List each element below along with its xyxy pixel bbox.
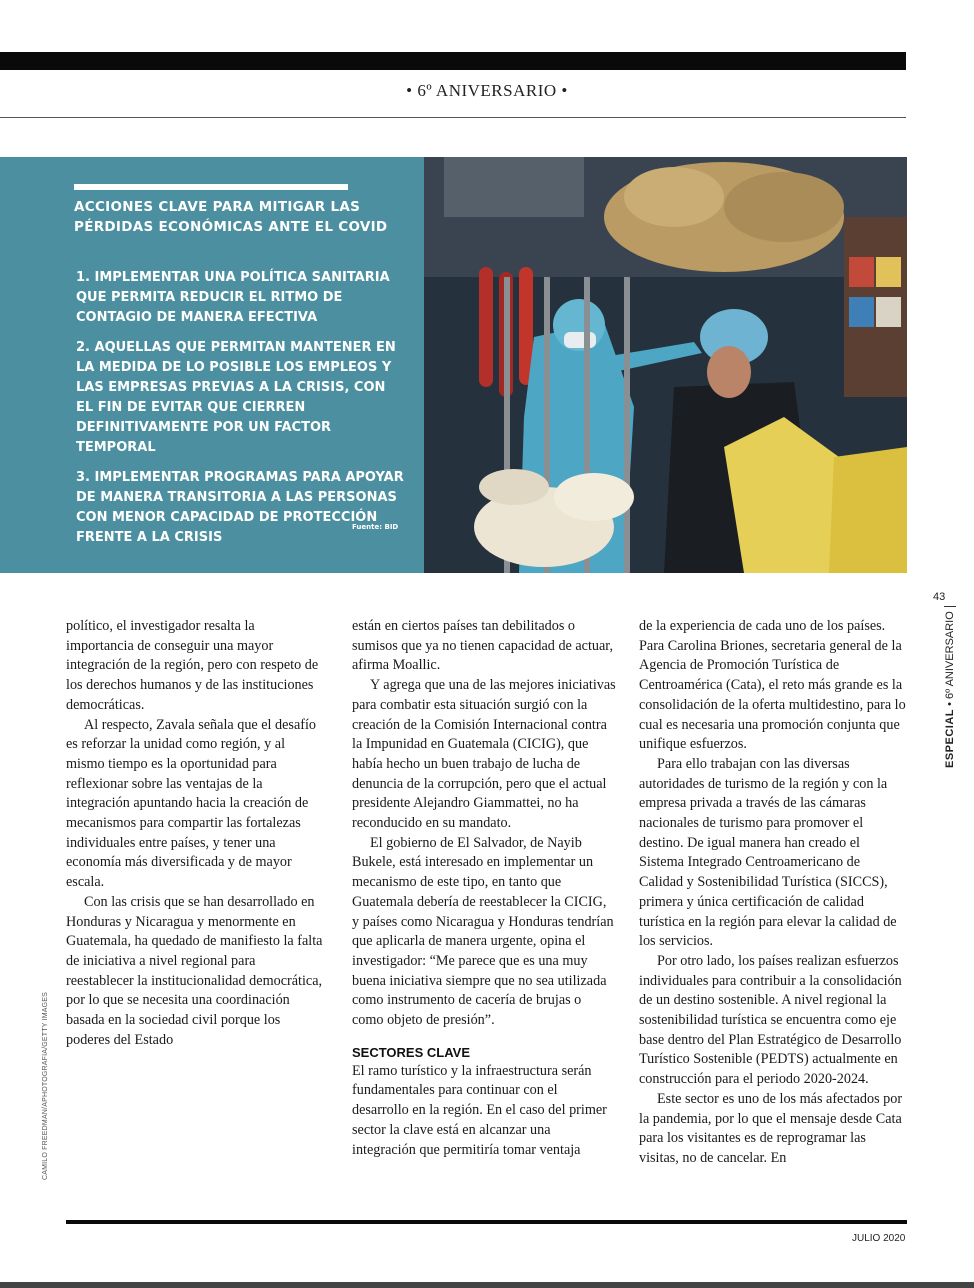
section-title: • 6º ANIVERSARIO •	[406, 81, 568, 100]
paragraph: Y agrega que una de las mejores iniciativas para combatir esta situación surgió con la creación de la Comisión Internacional contra la Impunidad en Guatemala (CICIG), que había hecho un buen trabajo de lucha de denuncia de la corrupción, pero que el actual presidente Alejandro Giammattei, no ha reconducido en su mandato.	[352, 677, 616, 832]
article-column-1	[66, 617, 324, 1050]
paragraph: de la experiencia de cada uno de los países. Para Carolina Briones, secretaria general de la Agencia de Promoción Turística de Centroamérica (Cata), el reto más grande es la consolidación de la oferta multidestino, para lo cual es necesaria una promoción conjunta que unifique esfuerzos.	[639, 618, 906, 753]
key-actions-panel	[0, 157, 424, 573]
source-note: Fuente: BID	[352, 523, 399, 531]
section-name-rest: • 6º ANIVERSARIO	[944, 611, 956, 709]
market-photo-illustration	[424, 157, 907, 573]
issue-date: JULIO 2020	[852, 1233, 906, 1244]
paragraph: político, el investigador resalta la importancia de conseguir una mayor integración de la región, pero con respeto de los derechos humanos y de las instituciones democráticas.	[66, 618, 319, 713]
key-action-item: 1. IMPLEMENTAR UNA POLÍTICA SANITARIA QUE PERMITA REDUCIR EL RITMO DE CONTAGIO DE MANERA EFECTIVA	[76, 270, 390, 325]
article-column-2	[352, 617, 616, 1160]
page-number: 43	[933, 591, 946, 603]
paragraph: están en ciertos países tan debilitados o sumisos que ya no tienen capacidad de actuar, afirma Moallic.	[352, 618, 614, 674]
top-black-bar	[0, 52, 906, 70]
panel-heading: ACCIONES CLAVE PARA MITIGAR LAS PÉRDIDAS ECONÓMICAS ANTE EL COVID	[74, 199, 388, 235]
market-photo	[424, 157, 907, 573]
paragraph: El ramo turístico y la infraestructura serán fundamentales para continuar con el desarrollo en la región. En el caso del primer sector la clave está en alcanzar una integración que permitiría tomar ventaja	[352, 1062, 607, 1158]
paragraph: El gobierno de El Salvador, de Nayib Bukele, está interesado en implementar un mecanismo de este tipo, en tanto que Guatemala debería de reestablecer la CICIG, y países como Nicaragua y Honduras tendrían que aplicarla de manera urgente, opina el investigador: “Me parece que es una muy buena iniciativa siempre que no sea utilizada como instrumento de cacería de brujas o como objeto de presión”.	[352, 834, 614, 1029]
bottom-edge-bar	[0, 1282, 974, 1288]
paragraph: Este sector es uno de los más afectados por la pandemia, por lo que el mensaje desde Cata para los visitantes es de reprogramar las visitas, no de cancelar. En	[639, 1090, 903, 1166]
paragraph: Para ello trabajan con las diversas autoridades de turismo de la región y con la empresa privada a través de las cámaras nacionales de turismo para promover el destino. De igual manera han creado el Sistema Integrado Centroamericano de Calidad y Sostenibilidad Turística (SICCS), primera y única certificación de calidad turística en la región para elevar la calidad de los servicios.	[639, 755, 897, 950]
paragraph: Con las crisis que se han desarrollado en Honduras y Nicaragua y menormente en Guatemala, ha quedado de manifiesto la falta de iniciativa a nivel regional para reestablecer la institucionalidad democrática, por lo que se necesita una coordinación basada en la sociedad civil porque los poderes del Estado	[66, 893, 323, 1048]
section-divider	[0, 117, 906, 118]
running-head-bar	[944, 606, 956, 607]
key-action-item: 2. AQUELLAS QUE PERMITAN MANTENER EN LA MEDIDA DE LO POSIBLE LOS EMPLEOS Y LAS EMPRESAS PREVIAS A LA CRISIS, CON EL FIN DE EVITAR QUE CIERREN DEFINITIVAMENTE POR UN FACTOR TEMPORAL	[76, 340, 396, 455]
key-actions-list	[76, 268, 406, 558]
key-action-item: 3. IMPLEMENTAR PROGRAMAS PARA APOYAR DE MANERA TRANSITORIA A LAS PERSONAS CON MENOR CAPACIDAD DE PROTECCIÓN FRENTE A LA CRISIS	[76, 470, 404, 545]
section-running-head	[944, 606, 956, 768]
panel-rule	[74, 184, 348, 190]
photo-credit: CAMILO FREEDMAN/APHOTOGRAFIA/GETTY IMAGES	[42, 991, 49, 1180]
bottom-rule	[66, 1220, 907, 1224]
paragraph: Al respecto, Zavala señala que el desafío es reforzar la unidad como región, y al mismo tiempo es la oportunidad para reflexionar sobre las ventajas de la integración apuntando hacia la creación de mecanismos para compartir las fortalezas individuales entre países, y tener una economía más diversificada y de mayor escala.	[66, 716, 317, 891]
subheading: SECTORES CLAVE	[352, 1044, 470, 1060]
section-name-bold: ESPECIAL	[944, 708, 956, 768]
paragraph: Por otro lado, los países realizan esfuerzos individuales para contribuir a la consolidación de un destino sostenible. A nivel regional la sostenibilidad turística se encuentra como eje base dentro del Plan Estratégico de Desarrollo Turístico Sostenible (PEDTS) actualmente en construcción para el periodo 2020-2024.	[639, 952, 902, 1088]
article-column-3	[639, 617, 907, 1169]
